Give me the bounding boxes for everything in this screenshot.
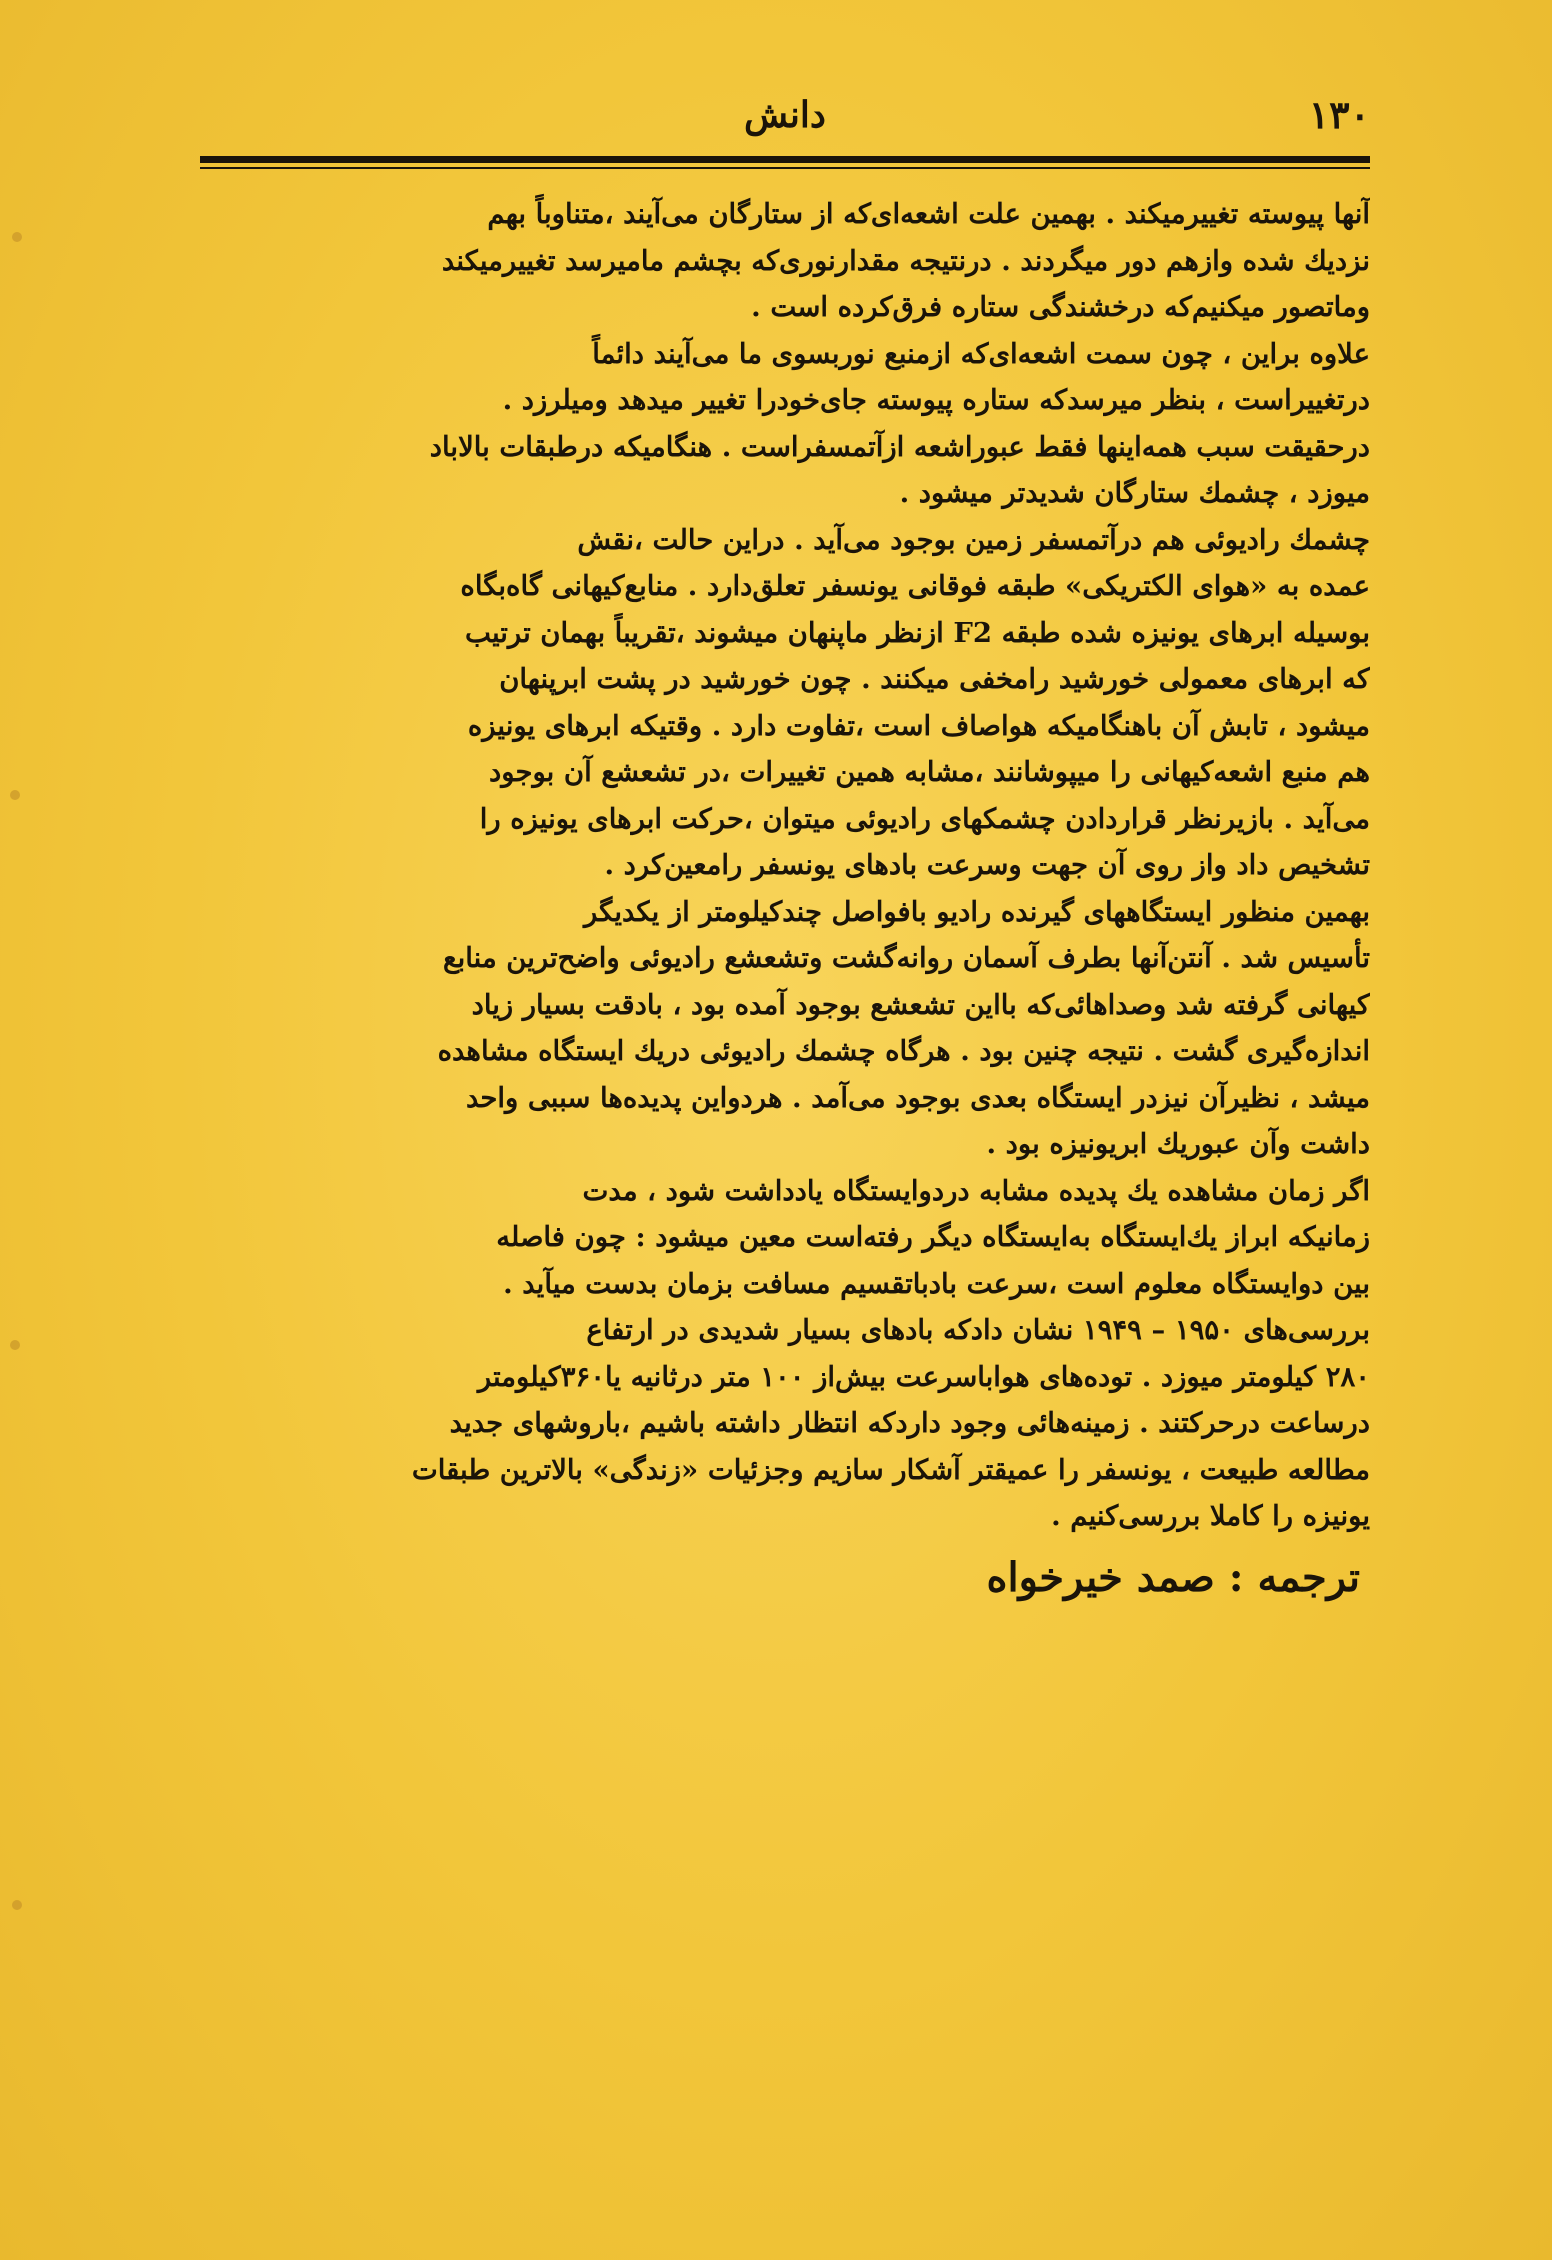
text-line: می‌آید . بازیرنظر قراردادن چشمکهای رادیوئی میتوان ،حرکت ابرهای یونیزه را: [479, 802, 1370, 835]
binder-hole: [12, 232, 22, 242]
text-line: که ابرهای معمولی خورشید رامخفی میکنند . چون خورشید در پشت ابرپنهان: [499, 663, 1370, 695]
journal-title: دانش: [744, 94, 826, 136]
text-line: مطالعه طبیعت ، یونسفر را عمیقتر آشکار سازیم وجزئیات «زندگی» بالاترین طبقات: [411, 1453, 1370, 1486]
text-line: تأسیس شد . آنتن‌آنها بطرف آسمان روانه‌گشت وتشعشع رادیوئی واضح‌ترین منابع: [442, 942, 1370, 974]
text-line: میشد ، نظیرآن نیزدر ایستگاه بعدی بوجود می‌آمد . هردواین پدیده‌ها سببی واحد: [465, 1081, 1370, 1114]
text-line: میشود ، تابش آن باهنگامیکه هواصاف است ،تفاوت دارد . وقتیکه ابرهای یونیزه: [467, 709, 1370, 742]
text-line: بوسیله ابرهای یونیزه شده طبقه F2 ازنظر ماپنهان میشوند ،تقریباً بهمان ترتیب: [464, 616, 1370, 649]
header-rule-thick: [200, 156, 1370, 163]
text-line: اگر زمان مشاهده یك پدیده مشابه دردوایستگاه یادداشت شود ، مدت: [582, 1174, 1370, 1207]
page: [200, 92, 1370, 2212]
text-line: درتغییراست ، بنظر میرسدکه ستاره پیوسته جای‌خودرا تغییر میدهد ومیلرزد .: [502, 384, 1370, 416]
text-line: درحقیقت سبب همه‌اینها فقط عبوراشعه ازآتمسفراست . هنگامیکه درطبقات بالاباد: [429, 430, 1370, 463]
text-line: درساعت درحرکتند . زمینه‌هائی وجود داردکه انتظار داشته باشیم ،باروشهای جدید: [449, 1407, 1370, 1439]
page-number: ۱۳۰: [1308, 92, 1370, 137]
text-line: زمانیکه ابراز یك‌ایستگاه به‌ایستگاه دیگر رفته‌است معین میشود : چون فاصله: [496, 1221, 1370, 1253]
text-line: بهمین منظور ایستگاههای گیرنده رادیو بافواصل چندکیلومتر از یکدیگر: [583, 895, 1370, 928]
text-line: ۲۸۰ کیلومتر میوزد . توده‌های هواباسرعت بیش‌از ۱۰۰ متر درثانیه یا۳۶۰کیلومتر: [477, 1360, 1370, 1393]
text-line: وماتصور میکنیم‌که درخشندگی ستاره فرق‌کرده است .: [751, 291, 1370, 323]
text-line: بین دوایستگاه معلوم است ،سرعت بادباتقسیم مسافت بزمان بدست میآید .: [503, 1267, 1370, 1300]
text-line: چشمك رادیوئی هم درآتمسفر زمین بوجود می‌آید . دراین حالت ،نقش: [577, 523, 1370, 556]
binder-hole: [10, 1340, 20, 1350]
text-line: بررسی‌های ۱۹۵۰ – ۱۹۴۹ نشان دادکه بادهای بسیار شدیدی در ارتفاع: [586, 1314, 1370, 1346]
text-line: داشت وآن عبوریك ابریونیزه بود .: [986, 1128, 1370, 1160]
text-line: آنها پیوسته تغییرمیکند . بهمین علت اشعه‌ای‌که از ستارگان می‌آیند ،متناوباً بهم: [487, 198, 1370, 230]
paragraph: [200, 331, 1370, 517]
page-header: [200, 92, 1370, 154]
paragraph: [200, 1168, 1370, 1308]
binder-hole: [12, 1900, 22, 1910]
text-line: هم منبع اشعه‌کیهانی را میپوشانند ،مشابه همین تغییرات ،در تشعشع آن بوجود: [489, 756, 1370, 788]
text-line: نزدیك شده وازهم دور میگردند . درنتیجه مقدارنوری‌که بچشم مامیرسد تغییرمیکند: [441, 244, 1370, 277]
header-rule-thin: [200, 167, 1370, 169]
paragraph: [200, 517, 1370, 889]
text-line: یونیزه را کاملا بررسی‌کنیم .: [1051, 1500, 1370, 1532]
text-line: عمده به «هوای الکتریکی» طبقه فوقانی یونسفر تعلق‌دارد . منابع‌کیهانی گاه‌بگاه: [460, 570, 1370, 602]
translator-credit: ترجمه : صمد خیرخواه: [986, 1553, 1360, 1601]
text-line: تشخیص داد واز روی آن جهت وسرعت بادهای یونسفر رامعین‌کرد .: [604, 849, 1370, 881]
paragraph: [200, 1307, 1370, 1540]
article-body: [200, 191, 1370, 1540]
text-line: اندازه‌گیری گشت . نتیجه چنین بود . هرگاه چشمك رادیوئی دریك ایستگاه مشاهده: [437, 1035, 1370, 1067]
binder-hole: [10, 790, 20, 800]
paragraph: [200, 191, 1370, 331]
text-line: کیهانی گرفته شد وصداهائی‌که بااین تشعشع بوجود آمده بود ، بادقت بسیار زیاد: [471, 988, 1370, 1021]
text-line: میوزد ، چشمك ستارگان شدیدتر میشود .: [899, 477, 1370, 509]
text-line: علاوه براین ، چون سمت اشعه‌ای‌که ازمنبع نوربسوی ما می‌آیند دائماً: [592, 337, 1370, 370]
paragraph: [200, 889, 1370, 1168]
